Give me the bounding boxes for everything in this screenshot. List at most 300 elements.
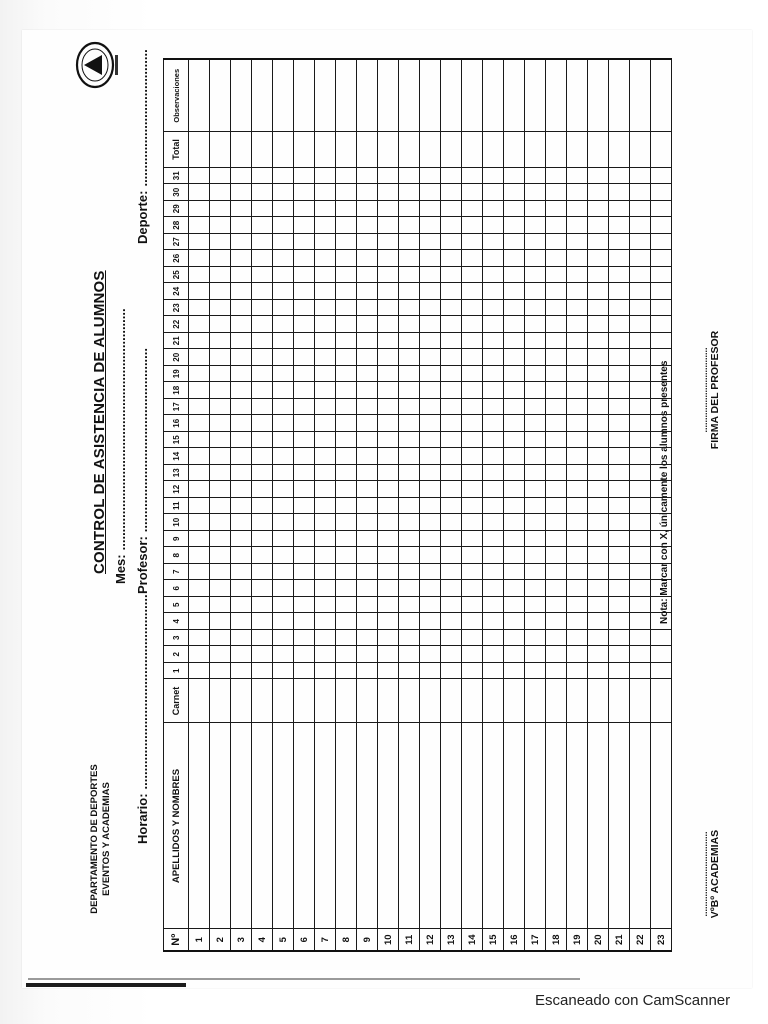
attendance-cell: [231, 547, 252, 564]
header-day: 15: [164, 432, 189, 449]
attendance-cell: [567, 234, 588, 251]
attendance-cell: [357, 498, 378, 515]
attendance-cell: [252, 283, 273, 300]
attendance-cell: [273, 300, 294, 317]
attendance-cell: [483, 580, 504, 597]
attendance-cell: [189, 663, 210, 680]
attendance-cell: [231, 184, 252, 201]
attendance-cell: [189, 597, 210, 614]
attendance-cell: [483, 481, 504, 498]
attendance-cell: [252, 663, 273, 680]
observaciones-cell: [273, 60, 294, 132]
attendance-cell: [483, 366, 504, 383]
attendance-cell: [252, 234, 273, 251]
attendance-cell: [588, 498, 609, 515]
attendance-cell: [462, 366, 483, 383]
attendance-cell: [336, 531, 357, 548]
attendance-cell: [336, 333, 357, 350]
attendance-cell: [504, 366, 525, 383]
header-day: 16: [164, 415, 189, 432]
row-number: 22: [630, 929, 651, 951]
attendance-cell: [546, 663, 567, 680]
attendance-cell: [588, 630, 609, 647]
attendance-cell: [483, 564, 504, 581]
attendance-cell: [525, 498, 546, 515]
attendance-cell: [294, 184, 315, 201]
attendance-cell: [441, 630, 462, 647]
attendance-cell: [399, 580, 420, 597]
header-names: APELLIDOS Y NOMBRES: [164, 723, 189, 929]
attendance-cell: [651, 316, 672, 333]
attendance-cell: [294, 349, 315, 366]
attendance-cell: [441, 267, 462, 284]
attendance-cell: [651, 283, 672, 300]
attendance-cell: [336, 168, 357, 185]
attendance-cell: [588, 448, 609, 465]
attendance-cell: [441, 597, 462, 614]
attendance-cell: [504, 547, 525, 564]
attendance-cell: [315, 399, 336, 416]
attendance-cell: [420, 564, 441, 581]
attendance-cell: [399, 448, 420, 465]
observaciones-cell: [525, 60, 546, 132]
carnet-cell: [231, 679, 252, 723]
attendance-cell: [630, 382, 651, 399]
attendance-cell: [252, 382, 273, 399]
attendance-cell: [483, 300, 504, 317]
header-day: 30: [164, 184, 189, 201]
attendance-cell: [567, 399, 588, 416]
institution-logo-icon: [73, 30, 125, 100]
attendance-cell: [588, 432, 609, 449]
attendance-cell: [399, 184, 420, 201]
attendance-cell: [357, 564, 378, 581]
attendance-cell: [525, 366, 546, 383]
header-day: 29: [164, 201, 189, 218]
attendance-cell: [420, 580, 441, 597]
attendance-cell: [252, 547, 273, 564]
attendance-cell: [588, 333, 609, 350]
header-number: Nº: [164, 929, 189, 951]
attendance-cell: [315, 234, 336, 251]
attendance-cell: [357, 580, 378, 597]
carnet-cell: [504, 679, 525, 723]
attendance-cell: [189, 415, 210, 432]
header-day: 18: [164, 382, 189, 399]
attendance-cell: [588, 663, 609, 680]
observaciones-cell: [546, 60, 567, 132]
attendance-cell: [609, 333, 630, 350]
attendance-cell: [336, 630, 357, 647]
attendance-cell: [483, 201, 504, 218]
row-number: 12: [420, 929, 441, 951]
attendance-cell: [504, 217, 525, 234]
attendance-cell: [462, 415, 483, 432]
attendance-cell: [567, 333, 588, 350]
table-row: [588, 60, 609, 952]
carnet-cell: [315, 679, 336, 723]
row-number: 13: [441, 929, 462, 951]
attendance-cell: [462, 300, 483, 317]
attendance-cell: [189, 564, 210, 581]
attendance-cell: [525, 564, 546, 581]
attendance-cell: [399, 564, 420, 581]
attendance-cell: [231, 267, 252, 284]
attendance-cell: [378, 630, 399, 647]
attendance-cell: [210, 531, 231, 548]
attendance-cell: [336, 597, 357, 614]
attendance-cell: [546, 580, 567, 597]
attendance-cell: [651, 630, 672, 647]
attendance-cell: [420, 465, 441, 482]
attendance-cell: [483, 415, 504, 432]
attendance-cell: [399, 613, 420, 630]
attendance-cell: [252, 333, 273, 350]
attendance-cell: [315, 283, 336, 300]
attendance-cell: [588, 234, 609, 251]
attendance-cell: [357, 613, 378, 630]
attendance-cell: [588, 613, 609, 630]
attendance-cell: [588, 399, 609, 416]
total-cell: [525, 132, 546, 168]
table-row: [189, 60, 210, 952]
attendance-cell: [378, 465, 399, 482]
attendance-cell: [630, 498, 651, 515]
attendance-cell: [567, 547, 588, 564]
attendance-cell: [420, 316, 441, 333]
attendance-cell: [357, 481, 378, 498]
department-header: [89, 744, 113, 934]
header-day: 5: [164, 597, 189, 614]
attendance-cell: [588, 184, 609, 201]
attendance-cell: [399, 267, 420, 284]
attendance-cell: [294, 415, 315, 432]
attendance-cell: [420, 399, 441, 416]
attendance-cell: [546, 283, 567, 300]
attendance-cell: [441, 432, 462, 449]
name-cell: [462, 723, 483, 929]
attendance-cell: [441, 234, 462, 251]
name-cell: [378, 723, 399, 929]
attendance-cell: [399, 217, 420, 234]
horario-label: Horario:: [135, 793, 150, 844]
header-day: 10: [164, 514, 189, 531]
attendance-cell: [420, 448, 441, 465]
attendance-cell: [273, 184, 294, 201]
attendance-cell: [567, 300, 588, 317]
total-cell: [441, 132, 462, 168]
attendance-cell: [189, 217, 210, 234]
attendance-cell: [315, 597, 336, 614]
attendance-cell: [315, 217, 336, 234]
attendance-cell: [504, 168, 525, 185]
table-row: [630, 60, 651, 952]
row-number: 14: [462, 929, 483, 951]
attendance-cell: [399, 399, 420, 416]
attendance-cell: [504, 481, 525, 498]
attendance-cell: [378, 415, 399, 432]
form-title: CONTROL DE ASISTENCIA DE ALUMNOS: [91, 270, 108, 574]
note-text: Nota: Marcar con X, únicamente los alumnos presentes: [659, 360, 670, 624]
attendance-cell: [294, 432, 315, 449]
attendance-cell: [231, 217, 252, 234]
attendance-cell: [399, 316, 420, 333]
attendance-cell: [567, 217, 588, 234]
attendance-cell: [294, 267, 315, 284]
name-cell: [210, 723, 231, 929]
attendance-cell: [336, 547, 357, 564]
table-row: [357, 60, 378, 952]
attendance-cell: [336, 349, 357, 366]
attendance-cell: [273, 168, 294, 185]
carnet-cell: [462, 679, 483, 723]
attendance-cell: [609, 184, 630, 201]
total-cell: [546, 132, 567, 168]
attendance-cell: [252, 399, 273, 416]
attendance-cell: [546, 613, 567, 630]
attendance-cell: [609, 547, 630, 564]
attendance-cell: [546, 547, 567, 564]
attendance-cell: [588, 465, 609, 482]
attendance-cell: [609, 399, 630, 416]
attendance-cell: [252, 366, 273, 383]
attendance-cell: [189, 448, 210, 465]
attendance-cell: [420, 432, 441, 449]
attendance-cell: [273, 217, 294, 234]
attendance-cell: [357, 465, 378, 482]
attendance-cell: [315, 630, 336, 647]
attendance-cell: [525, 349, 546, 366]
carnet-cell: [273, 679, 294, 723]
attendance-cell: [294, 580, 315, 597]
attendance-cell: [420, 646, 441, 663]
table-row: [336, 60, 357, 952]
attendance-cell: [378, 564, 399, 581]
attendance-cell: [546, 465, 567, 482]
attendance-cell: [609, 531, 630, 548]
vb-signature-label: VºBº ACADEMIAS: [709, 829, 721, 919]
attendance-cell: [483, 316, 504, 333]
attendance-cell: [231, 349, 252, 366]
attendance-cell: [462, 448, 483, 465]
attendance-cell: [357, 597, 378, 614]
header-observaciones: Observaciones: [164, 60, 189, 132]
attendance-cell: [504, 580, 525, 597]
header-carnet: Carnet: [164, 679, 189, 723]
attendance-cell: [588, 250, 609, 267]
attendance-cell: [189, 366, 210, 383]
attendance-cell: [294, 366, 315, 383]
name-cell: [609, 723, 630, 929]
attendance-cell: [441, 201, 462, 218]
attendance-cell: [525, 333, 546, 350]
header-day: 8: [164, 547, 189, 564]
attendance-cell: [420, 630, 441, 647]
attendance-cell: [315, 663, 336, 680]
attendance-cell: [567, 448, 588, 465]
attendance-cell: [357, 300, 378, 317]
attendance-cell: [609, 250, 630, 267]
attendance-cell: [609, 597, 630, 614]
attendance-cell: [252, 597, 273, 614]
carnet-cell: [441, 679, 462, 723]
total-cell: [630, 132, 651, 168]
attendance-cell: [378, 531, 399, 548]
mes-dots: ...................................................................: [113, 308, 128, 551]
attendance-cell: [546, 184, 567, 201]
attendance-cell: [231, 613, 252, 630]
attendance-cell: [609, 498, 630, 515]
attendance-cell: [630, 465, 651, 482]
attendance-cell: [609, 663, 630, 680]
attendance-cell: [651, 333, 672, 350]
attendance-cell: [567, 184, 588, 201]
row-number: 5: [273, 929, 294, 951]
attendance-cell: [378, 399, 399, 416]
attendance-cell: [315, 564, 336, 581]
attendance-cell: [546, 168, 567, 185]
attendance-cell: [420, 300, 441, 317]
attendance-cell: [231, 168, 252, 185]
attendance-cell: [210, 630, 231, 647]
attendance-cell: [462, 316, 483, 333]
attendance-cell: [294, 514, 315, 531]
attendance-cell: [525, 168, 546, 185]
attendance-cell: [189, 531, 210, 548]
attendance-cell: [483, 399, 504, 416]
attendance-cell: [273, 234, 294, 251]
attendance-cell: [609, 646, 630, 663]
attendance-cell: [210, 234, 231, 251]
observaciones-cell: [504, 60, 525, 132]
mes-field: [113, 308, 128, 584]
row-number: 4: [252, 929, 273, 951]
name-cell: [273, 723, 294, 929]
row-number: 20: [588, 929, 609, 951]
attendance-cell: [588, 531, 609, 548]
attendance-cell: [273, 531, 294, 548]
attendance-cell: [609, 316, 630, 333]
attendance-cell: [630, 415, 651, 432]
table-row: [504, 60, 525, 952]
header-day: 6: [164, 580, 189, 597]
attendance-cell: [378, 448, 399, 465]
attendance-cell: [483, 217, 504, 234]
observaciones-cell: [630, 60, 651, 132]
attendance-cell: [420, 349, 441, 366]
attendance-cell: [420, 184, 441, 201]
total-cell: [273, 132, 294, 168]
attendance-cell: [378, 580, 399, 597]
attendance-cell: [483, 531, 504, 548]
attendance-cell: [462, 399, 483, 416]
attendance-cell: [252, 201, 273, 218]
attendance-cell: [336, 234, 357, 251]
attendance-cell: [189, 465, 210, 482]
attendance-cell: [399, 283, 420, 300]
attendance-cell: [462, 349, 483, 366]
attendance-cell: [546, 366, 567, 383]
attendance-cell: [567, 580, 588, 597]
attendance-cell: [273, 432, 294, 449]
deporte-dots: ......................................: [135, 49, 150, 187]
attendance-cell: [315, 201, 336, 218]
attendance-cell: [630, 531, 651, 548]
header-day: 9: [164, 531, 189, 548]
attendance-cell: [357, 399, 378, 416]
attendance-cell: [483, 267, 504, 284]
attendance-cell: [273, 349, 294, 366]
observaciones-cell: [609, 60, 630, 132]
observaciones-cell: [378, 60, 399, 132]
attendance-cell: [189, 250, 210, 267]
attendance-cell: [588, 349, 609, 366]
attendance-cell: [420, 547, 441, 564]
attendance-cell: [567, 432, 588, 449]
header-day: 23: [164, 300, 189, 317]
attendance-cell: [357, 448, 378, 465]
header-day: 25: [164, 267, 189, 284]
attendance-cell: [546, 646, 567, 663]
total-cell: [252, 132, 273, 168]
attendance-cell: [336, 399, 357, 416]
attendance-cell: [357, 646, 378, 663]
attendance-cell: [546, 564, 567, 581]
attendance-cell: [483, 465, 504, 482]
attendance-cell: [210, 465, 231, 482]
attendance-cell: [630, 448, 651, 465]
department-line-2: EVENTOS Y ACADEMIAS: [101, 782, 112, 896]
attendance-cell: [462, 613, 483, 630]
attendance-cell: [588, 580, 609, 597]
total-cell: [567, 132, 588, 168]
attendance-cell: [483, 613, 504, 630]
attendance-cell: [294, 481, 315, 498]
attendance-cell: [420, 481, 441, 498]
attendance-cell: [546, 448, 567, 465]
attendance-cell: [420, 217, 441, 234]
attendance-cell: [189, 498, 210, 515]
attendance-cell: [441, 316, 462, 333]
attendance-cell: [588, 267, 609, 284]
attendance-cell: [651, 217, 672, 234]
attendance-cell: [399, 382, 420, 399]
attendance-cell: [336, 283, 357, 300]
attendance-cell: [609, 267, 630, 284]
attendance-cell: [210, 415, 231, 432]
attendance-cell: [210, 184, 231, 201]
attendance-cell: [357, 168, 378, 185]
attendance-cell: [609, 234, 630, 251]
attendance-cell: [210, 564, 231, 581]
observaciones-cell: [336, 60, 357, 132]
name-cell: [336, 723, 357, 929]
attendance-cell: [189, 547, 210, 564]
attendance-cell: [231, 399, 252, 416]
attendance-cell: [357, 333, 378, 350]
attendance-cell: [336, 201, 357, 218]
observaciones-cell: [420, 60, 441, 132]
attendance-cell: [567, 366, 588, 383]
header-day: 14: [164, 448, 189, 465]
attendance-table: [163, 59, 672, 953]
attendance-cell: [315, 613, 336, 630]
name-cell: [525, 723, 546, 929]
attendance-cell: [546, 481, 567, 498]
attendance-cell: [357, 382, 378, 399]
profesor-label: Profesor:: [135, 536, 150, 594]
attendance-cell: [189, 201, 210, 218]
